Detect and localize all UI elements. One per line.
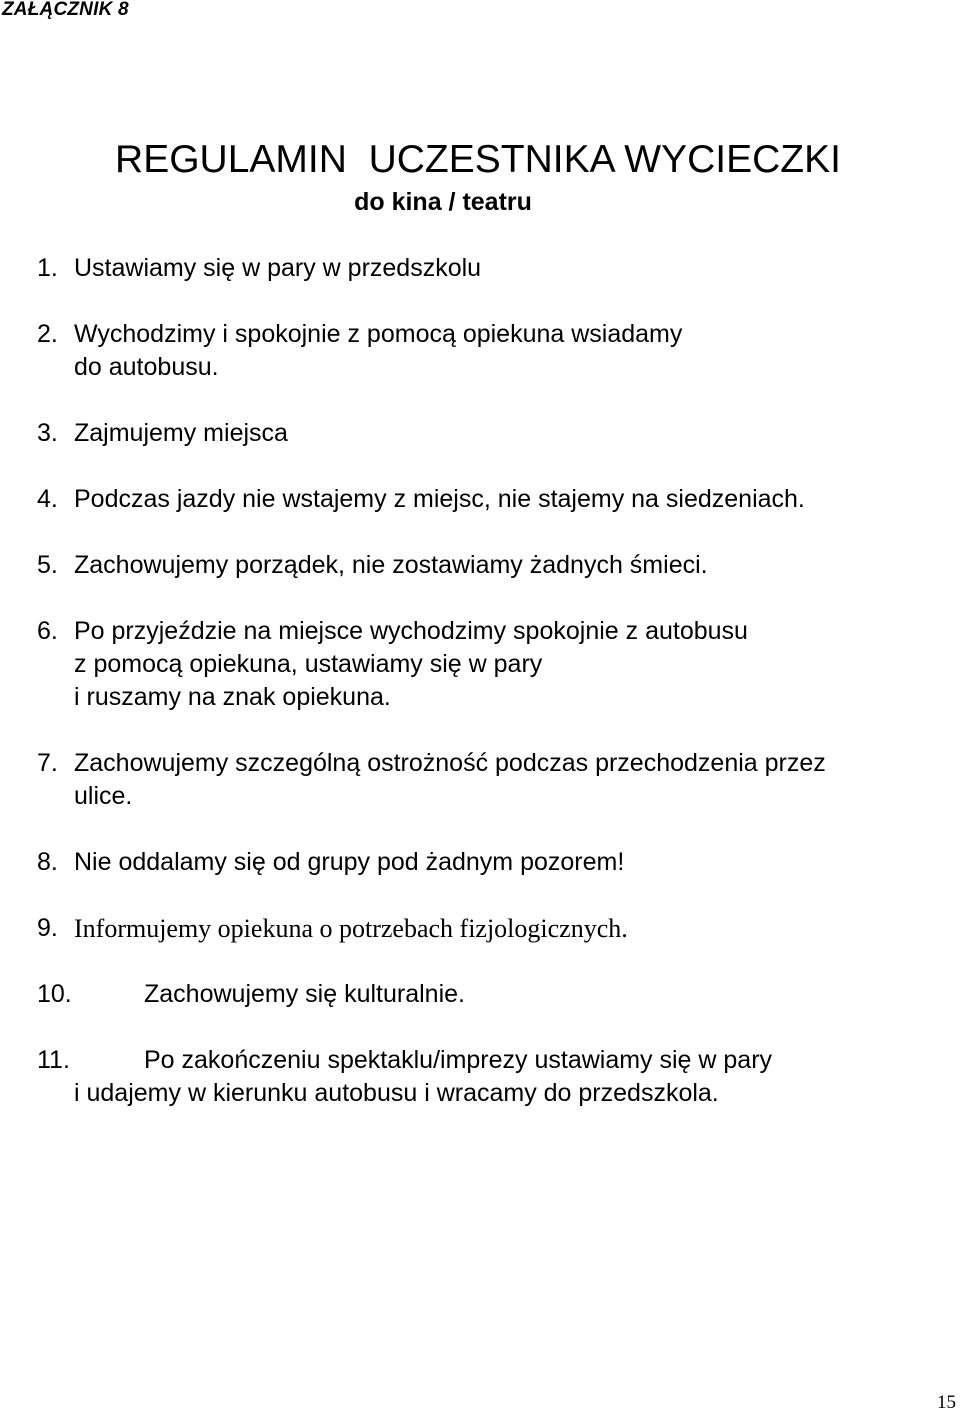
rule-text: Zachowujemy się kulturalnie. (144, 980, 465, 1008)
rule-number: 1. (37, 254, 58, 282)
rule-text-first-line: Po zakończeniu spektaklu/imprezy ustawiamy się w pary (144, 1046, 773, 1074)
rule-number: 5. (37, 551, 58, 579)
rule-text: Wychodzimy i spokojnie z pomocą opiekuna wsiadamy do autobusu. (74, 320, 683, 381)
rule-text: Nie oddalamy się od grupy pod żadnym pozorem! (74, 848, 625, 876)
document-title: REGULAMIN UCZESTNIKA WYCIECZKI (115, 138, 841, 181)
rule-item-5 (37, 549, 942, 582)
rule-item-9 (37, 912, 942, 945)
rule-number: 6. (37, 617, 58, 645)
rule-text: Ustawiamy się w pary w przedszkolu (74, 254, 482, 282)
rule-item-3 (37, 417, 942, 450)
rule-text: Po przyjeździe na miejsce wychodzimy spokojnie z autobusu z pomocą opiekuna, ustawiamy się w pary i ruszamy na znak opiekuna. (74, 617, 748, 711)
rule-text: Zajmujemy miejsca (74, 419, 288, 447)
rule-text: Podczas jazdy nie wstajemy z miejsc, nie stajemy na siedzeniach. (74, 485, 805, 513)
rule-text: Informujemy opiekuna o potrzebach fizjologicznych. (74, 914, 628, 943)
rule-item-1 (37, 252, 942, 285)
rule-item-11 (37, 1044, 942, 1110)
rule-item-6 (37, 615, 942, 714)
rule-number: 9. (37, 914, 58, 942)
rule-number: 11. (37, 1046, 70, 1074)
rule-item-2 (37, 318, 942, 384)
rule-item-4 (37, 483, 942, 516)
rule-text: Zachowujemy porządek, nie zostawiamy żadnych śmieci. (74, 551, 708, 579)
rule-number: 7. (37, 749, 58, 777)
rule-number: 2. (37, 320, 58, 348)
rule-number: 3. (37, 419, 58, 447)
rule-item-10 (37, 978, 942, 1011)
rule-text: i udajemy w kierunku autobusu i wracamy do przedszkola. (74, 1079, 719, 1107)
rule-number: 8. (37, 848, 58, 876)
rule-number: 10. (37, 980, 72, 1008)
rule-number: 4. (37, 485, 58, 513)
document-subtitle: do kina / teatru (354, 188, 532, 216)
rule-item-8 (37, 846, 942, 879)
rule-item-7 (37, 747, 942, 813)
rule-text: Zachowujemy szczególną ostrożność podczas przechodzenia przez ulice. (74, 749, 826, 810)
page-number: 15 (937, 1392, 956, 1413)
attachment-label: ZAŁĄCZNIK 8 (2, 0, 129, 20)
